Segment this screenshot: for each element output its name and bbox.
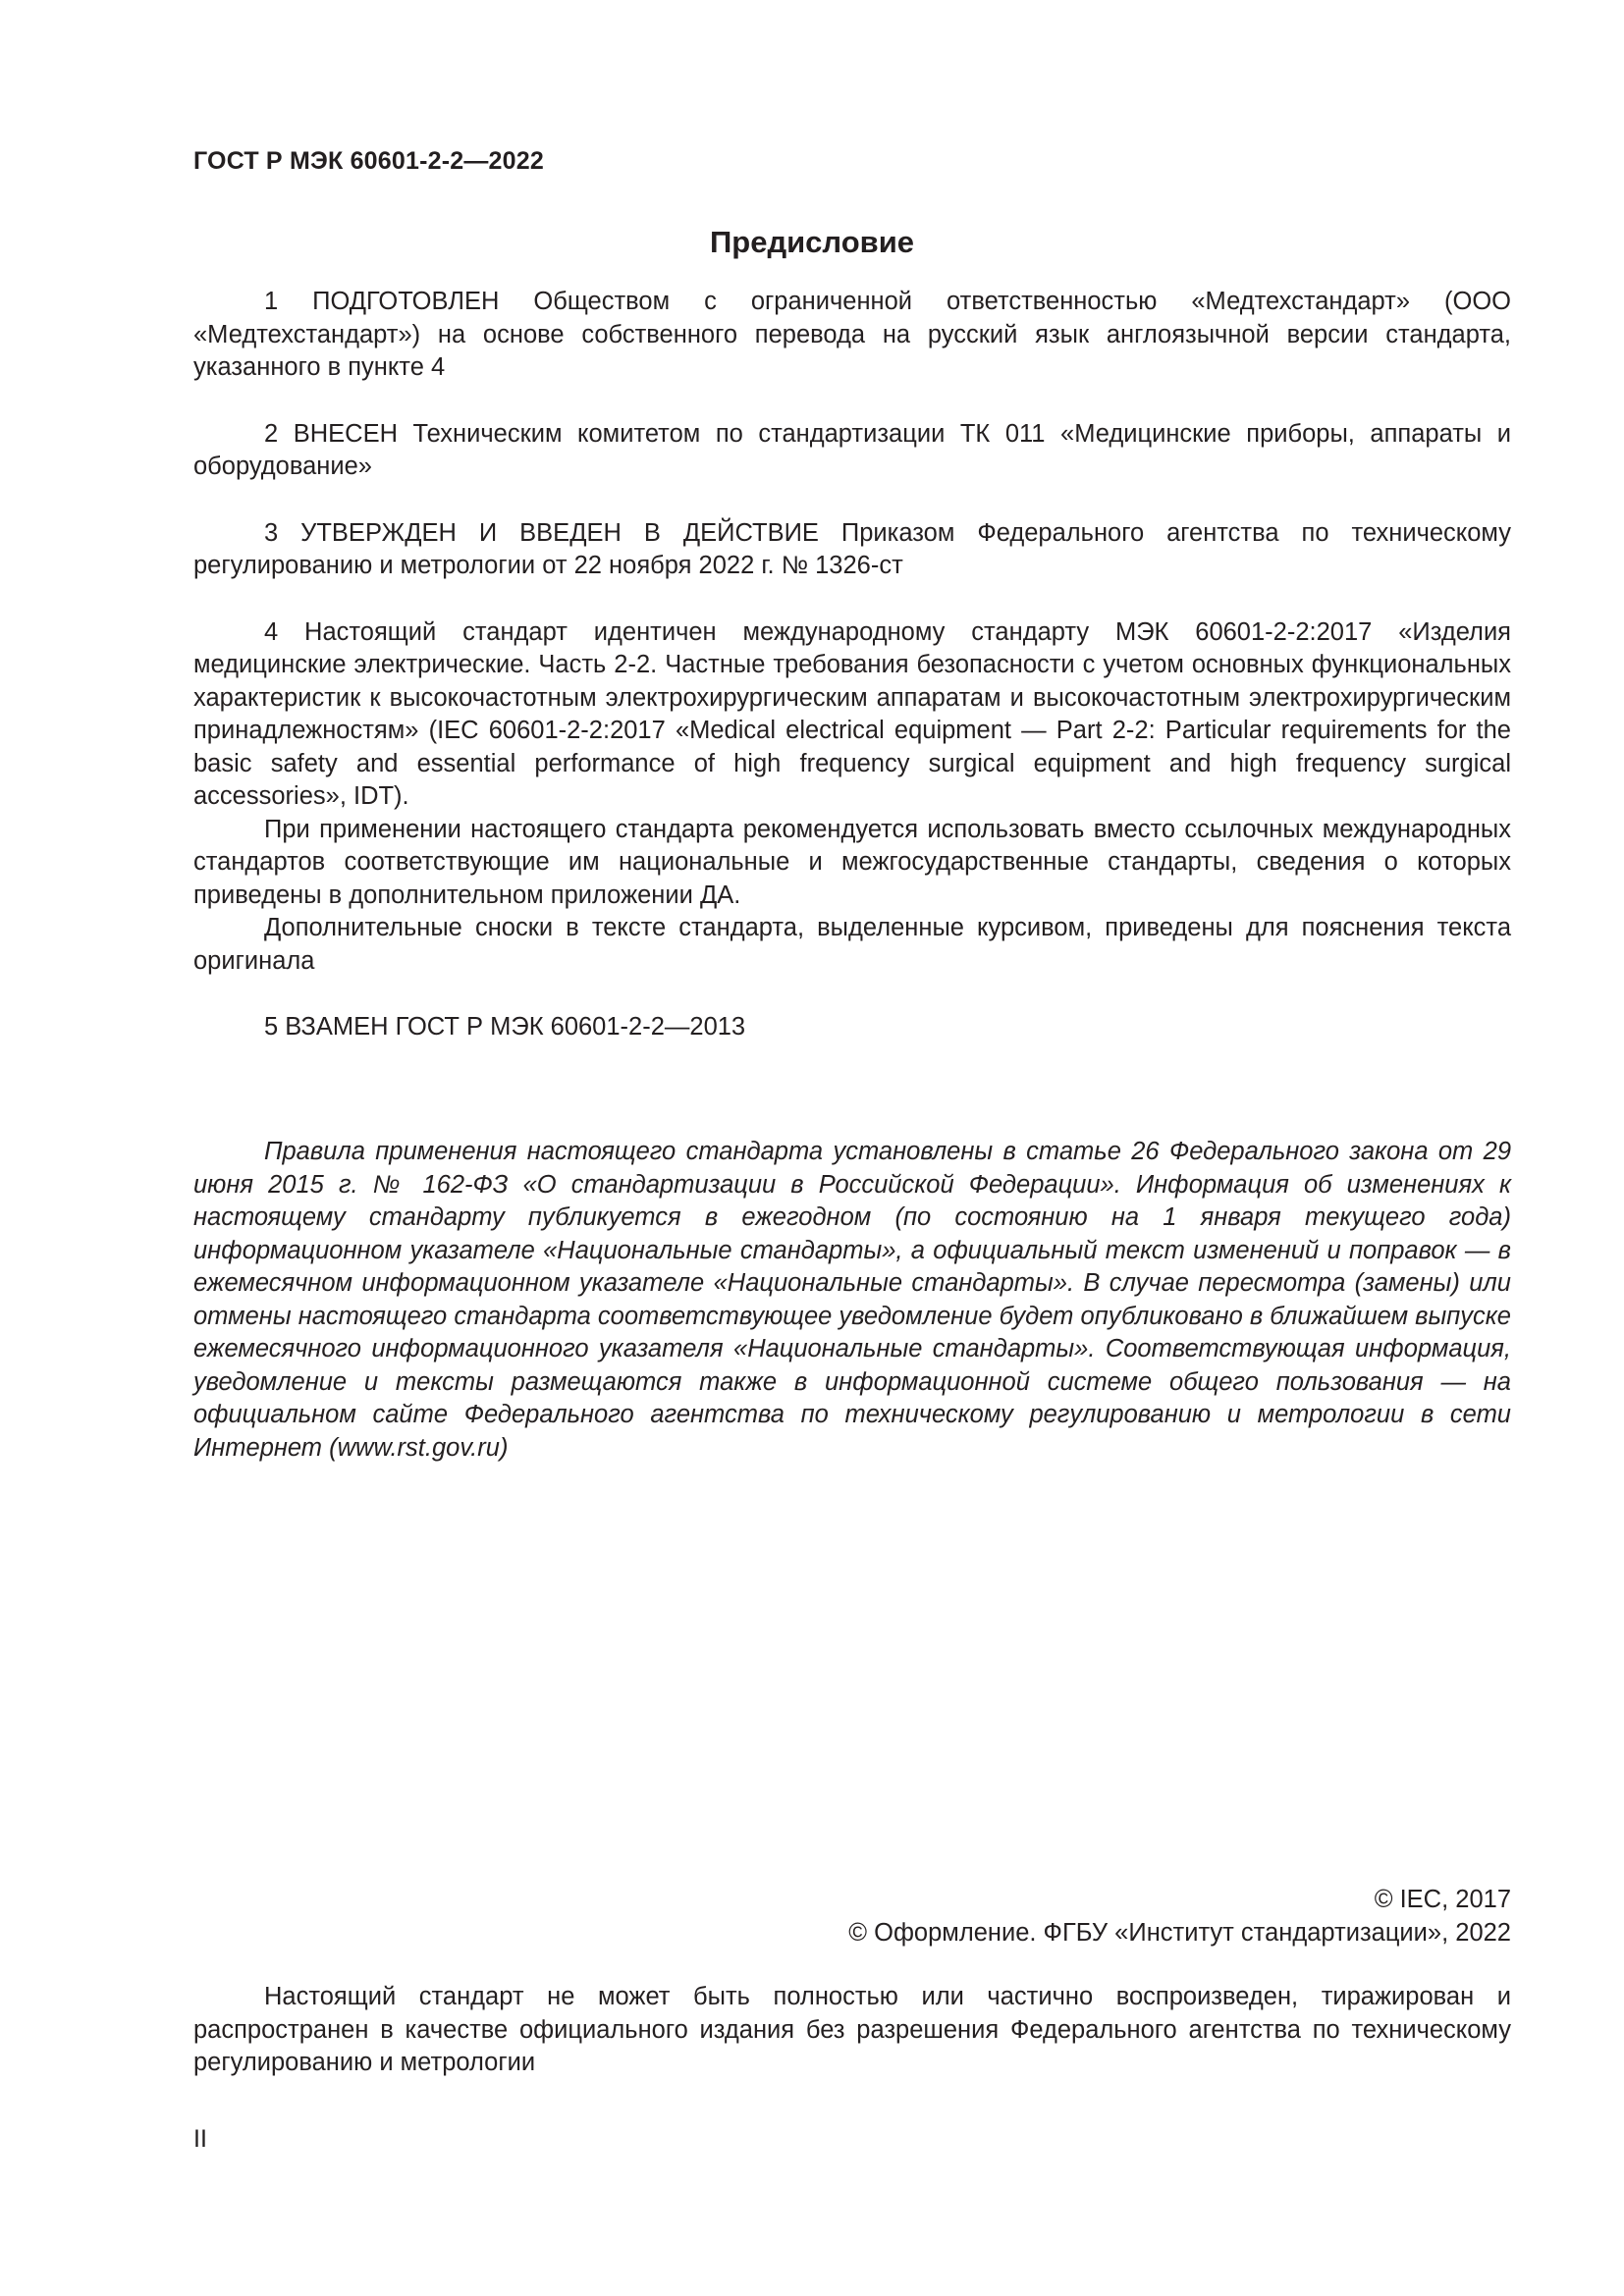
copyright-iec: © IEC, 2017: [1374, 1886, 1511, 1913]
foreword-item-4: 4 Настоящий стандарт идентичен международному стандарту МЭК 60601-2-2:2017 «Изделия медицинские электрические. Часть 2-2. Частные требования безопасности с учетом основных функциональных характеристик к высокочастотным электрохирургическим аппаратам и высокочастотным электрохирургическим принадлежностям» (IEC 60601-2-2:2017 «Medical electrical equipment — Part 2-2: Particular requirements for the basic safety and essential performance of high frequency surgical equipment and high frequency surgical accessories», IDT).: [193, 617, 1511, 810]
foreword-item-4-application: При применении настоящего стандарта рекомендуется использовать вместо ссылочных международных стандартов соответствующие им национальные и межгосударственные стандарты, сведения о которых приведены в дополнительном приложении ДА.: [193, 815, 1511, 909]
page-number: II: [193, 2125, 207, 2153]
document-header: ГОСТ Р МЭК 60601-2-2—2022: [193, 147, 544, 175]
copyright-block: [848, 1883, 1511, 1949]
foreword-items: [193, 286, 1511, 1044]
rules-notice-text: Правила применения настоящего стандарта установлены в статье 26 Федерального закона от 29 июня 2015 г. № 162-ФЗ «О стандартизации в Российской Федерации». Информация об изменениях к настоящему стандарту публикуется в ежегодном (по состоянию на 1 января текущего года) информационном указателе «Национальные стандарты», а официальный текст изменений и поправок — в ежемесячном информационном указателе «Национальные стандарты». В случае пересмотра (замены) или отмены настоящего стандарта соответствующее уведомление будет опубликовано в ближайшем выпуске ежемесячного информационного указателя «Национальные стандарты». Соответствующая информация, уведомление и тексты размещаются также в информационной системе общего пользования — на официальном сайте Федерального агентства по техническому регулированию и метрологии в сети Интернет (www.rst.gov.ru): [193, 1138, 1511, 1462]
foreword-item-1: 1 ПОДГОТОВЛЕН Обществом с ограниченной ответственностью «Медтехстандарт» (ООО «Медтехстандарт») на основе собственного перевода на русский язык англоязычной версии стандарта, указанного в пункте 4: [193, 288, 1511, 381]
foreword-item-5: 5 ВЗАМЕН ГОСТ Р МЭК 60601-2-2—2013: [264, 1013, 746, 1041]
reproduction-notice: [193, 1981, 1511, 2080]
foreword-item-4-footnotes: Дополнительные сноски в тексте стандарта, выделенные курсивом, приведены для пояснения текста оригинала: [193, 914, 1511, 975]
foreword-item-3: 3 УТВЕРЖДЕН И ВВЕДЕН В ДЕЙСТВИЕ Приказом Федерального агентства по техническому регулированию и метрологии от 22 ноября 2022 г. № 1326-ст: [193, 518, 1511, 579]
reproduction-notice-text: Настоящий стандарт не может быть полностью или частично воспроизведен, тиражирован и распространен в качестве официального издания без разрешения Федерального агентства по техническому регулированию и метрологии: [193, 1983, 1511, 2076]
foreword-item-2: 2 ВНЕСЕН Техническим комитетом по стандартизации ТК 011 «Медицинские приборы, аппараты и оборудование»: [193, 419, 1511, 480]
page-title: Предисловие: [709, 225, 914, 259]
copyright-design: © Оформление. ФГБУ «Институт стандартизации», 2022: [848, 1919, 1511, 1947]
rules-notice: [193, 1136, 1511, 1465]
